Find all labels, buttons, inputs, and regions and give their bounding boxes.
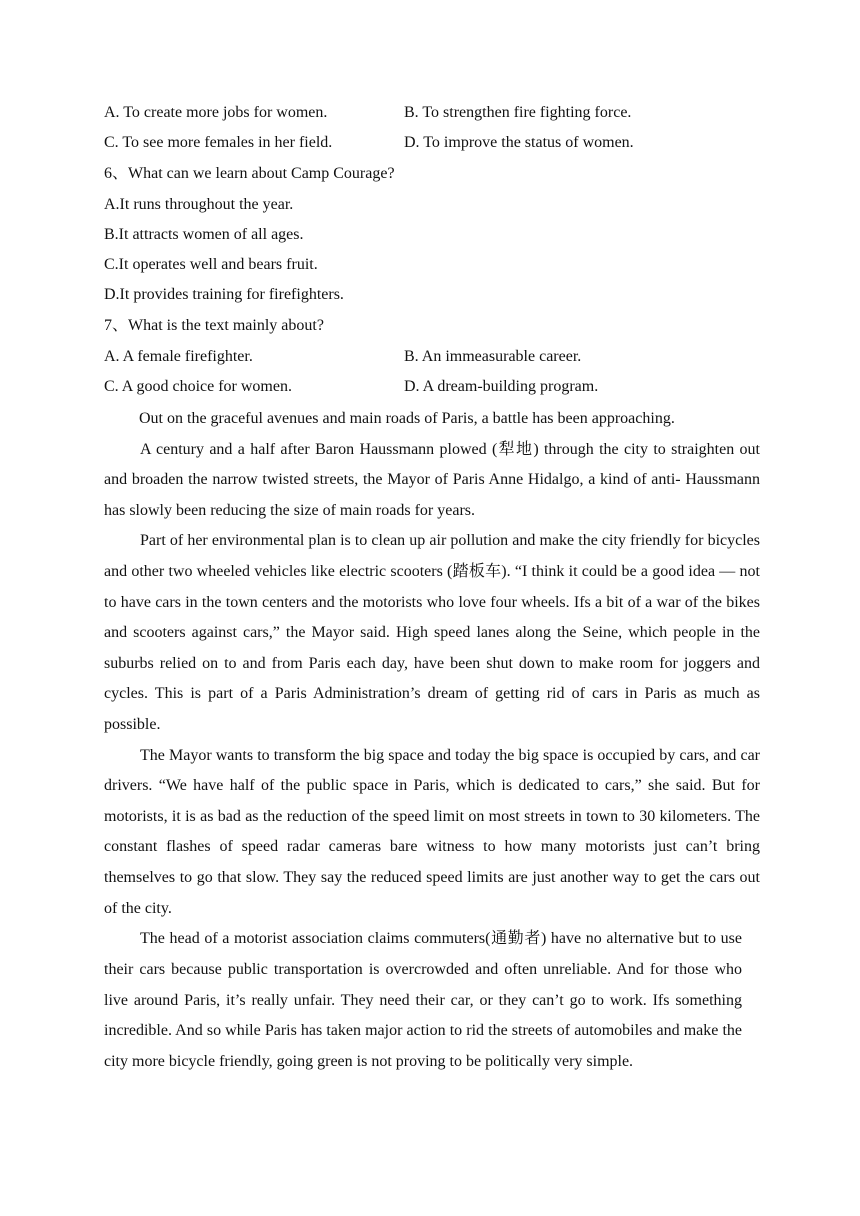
option-d: D. To improve the status of women. bbox=[404, 134, 634, 151]
q7-option-c: C. A good choice for women. bbox=[104, 378, 292, 395]
q6-option-b: B.It attracts women of all ages. bbox=[104, 226, 304, 243]
q7-option-d: D. A dream-building program. bbox=[404, 378, 599, 395]
question-6: 6、What can we learn about Camp Courage? bbox=[104, 165, 395, 182]
passage-paragraph-4: The Mayor wants to transform the big space and today the big space is occupied by cars, and car drivers. “We have half of the public space in Paris, which is dedicated to cars,” she said. But for motorists, it is as bad as the reduction of the speed limit on most streets in town to 30 kilometers. The constant flashes of speed radar cameras bare witness to how many motorists just can’t bring themselves to go that slow. They say the reduced speed limits are just another way to get the cars out of the city. bbox=[104, 746, 760, 917]
passage-paragraph-3: Part of her environmental plan is to clean up air pollution and make the city friendly for bicycles and other two wheeled vehicles like electric scooters (踏板车). “I think it could be a good idea — not to have cars in the town centers and the motorists who love four wheels. Ifs a bit of a war of the bikes and scooters against cars,” the Mayor said. High speed lanes along the Seine, which people in the suburbs relied on to and from Paris each day, have been shut down to make room for joggers and cycles. This is part of a Paris Administration’s dream of getting rid of cars in Paris as much as possible. bbox=[104, 532, 760, 733]
passage-paragraph-1: Out on the graceful avenues and main roads of Paris, a battle has been approaching. bbox=[139, 410, 675, 427]
q6-option-a: A.It runs throughout the year. bbox=[104, 196, 294, 213]
option-c: C. To see more females in her field. bbox=[104, 134, 333, 151]
q6-option-d: D.It provides training for firefighters. bbox=[104, 286, 344, 303]
option-a: A. To create more jobs for women. bbox=[104, 104, 328, 121]
question-7: 7、What is the text mainly about? bbox=[104, 317, 324, 334]
q7-options-row-2 bbox=[104, 372, 760, 402]
q6-option-c: C.It operates well and bears fruit. bbox=[104, 256, 318, 273]
option-b: B. To strengthen fire fighting force. bbox=[404, 104, 632, 121]
q7-option-b: B. An immeasurable career. bbox=[404, 348, 582, 365]
passage-paragraph-5: The head of a motorist association claims commuters(通勤者) have no alternative but to use their cars because public transportation is overcrowded and often unreliable. And for those who live around Paris, it’s really unfair. They need their car, or they can’t go to work. Ifs something incredible. And so while Paris has taken major action to rid the streets of automobiles and make the city more bicycle friendly, going green is not proving to be politically very simple. bbox=[104, 930, 742, 1071]
q5-options-row-1 bbox=[104, 98, 760, 128]
passage-paragraph-2: A century and a half after Baron Haussmann plowed (犁地) through the city to straighten out and broaden the narrow twisted streets, the Mayor of Paris Anne Hidalgo, a kind of anti- Haussmann has slowly been reducing the size of main roads for years. bbox=[104, 440, 760, 519]
q7-options-row-1 bbox=[104, 342, 760, 372]
q5-options-row-2 bbox=[104, 128, 760, 158]
document-page bbox=[104, 98, 760, 1078]
q7-option-a: A. A female firefighter. bbox=[104, 348, 253, 365]
